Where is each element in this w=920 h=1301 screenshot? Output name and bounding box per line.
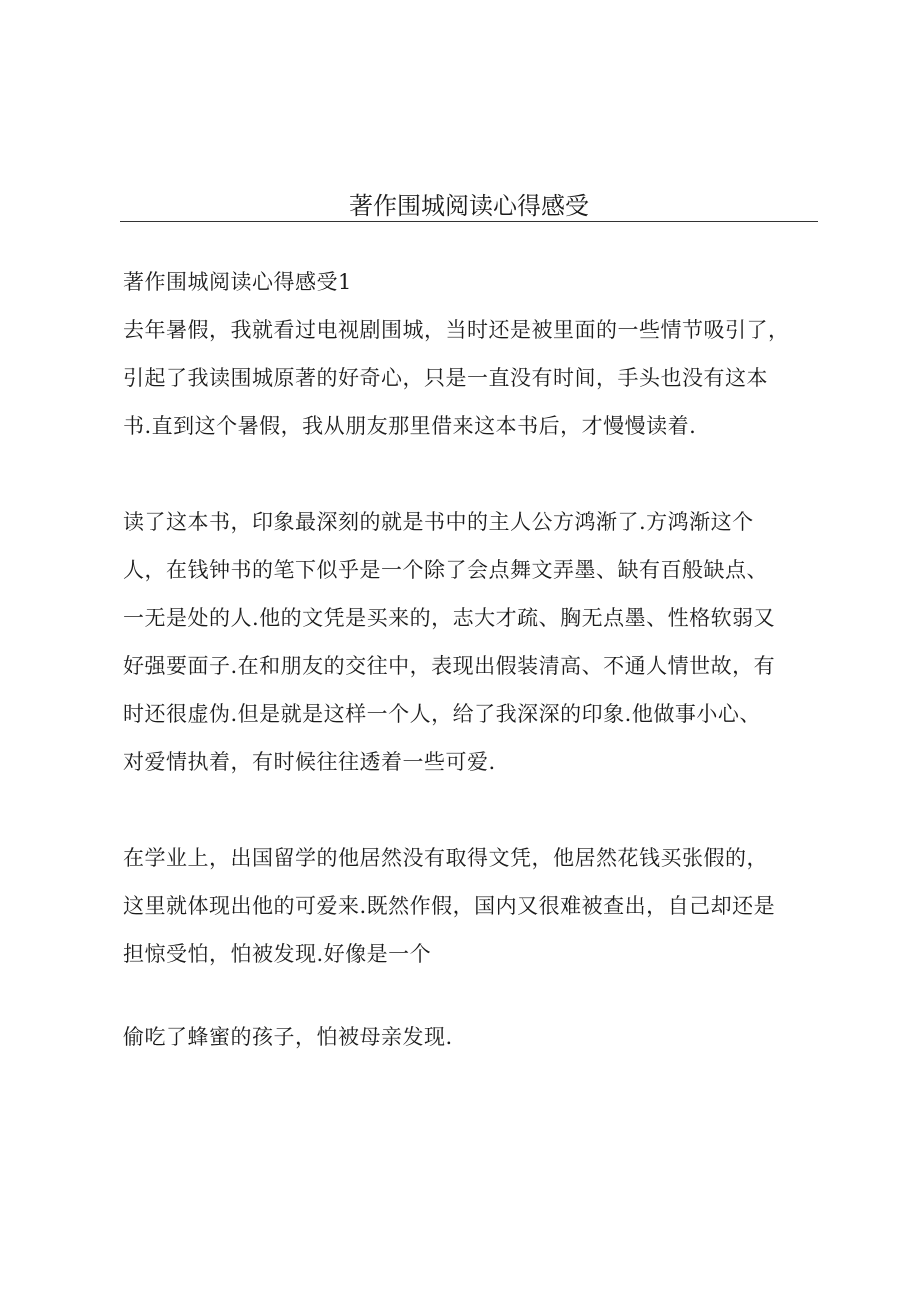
paragraph-line: 好强要面子.在和朋友的交往中，表现出假装清高、不通人情世故，有: [123, 654, 776, 678]
paragraph-line: 这里就体现出他的可爱来.既然作假，国内又很难被查出，自己却还是: [123, 894, 776, 918]
paragraph-line: 人，在钱钟书的笔下似乎是一个除了会点舞文弄墨、缺有百般缺点、: [123, 558, 768, 582]
paragraph-line: 担惊受怕，怕被发现.好像是一个: [123, 942, 432, 966]
section-heading: 著作围城阅读心得感受1: [123, 270, 352, 294]
paragraph-line: 书.直到这个暑假，我从朋友那里借来这本书后，才慢慢读着.: [123, 414, 697, 438]
title-underline: [120, 221, 818, 222]
paragraph-line: 对爱情执着，有时候往往透着一些可爱.: [123, 750, 496, 774]
paragraph-line: 一无是处的人.他的文凭是买来的，志大才疏、胸无点墨、性格软弱又: [123, 606, 776, 630]
paragraph-line: 偷吃了蜂蜜的孩子，怕被母亲发现.: [123, 1025, 453, 1049]
paragraph-line: 去年暑假，我就看过电视剧围城，当时还是被里面的一些情节吸引了，: [123, 318, 790, 342]
paragraph-line: 时还很虚伪.但是就是这样一个人，给了我深深的印象.他做事小心、: [123, 702, 761, 726]
paragraph-line: 在学业上，出国留学的他居然没有取得文凭，他居然花钱买张假的，: [123, 846, 768, 870]
paragraph-line: 引起了我读围城原著的好奇心，只是一直没有时间，手头也没有这本: [123, 366, 768, 390]
paragraph-line: 读了这本书，印象最深刻的就是书中的主人公方鸿渐了.方鸿渐这个: [123, 510, 754, 534]
document-title: 著作围城阅读心得感受: [349, 192, 589, 220]
